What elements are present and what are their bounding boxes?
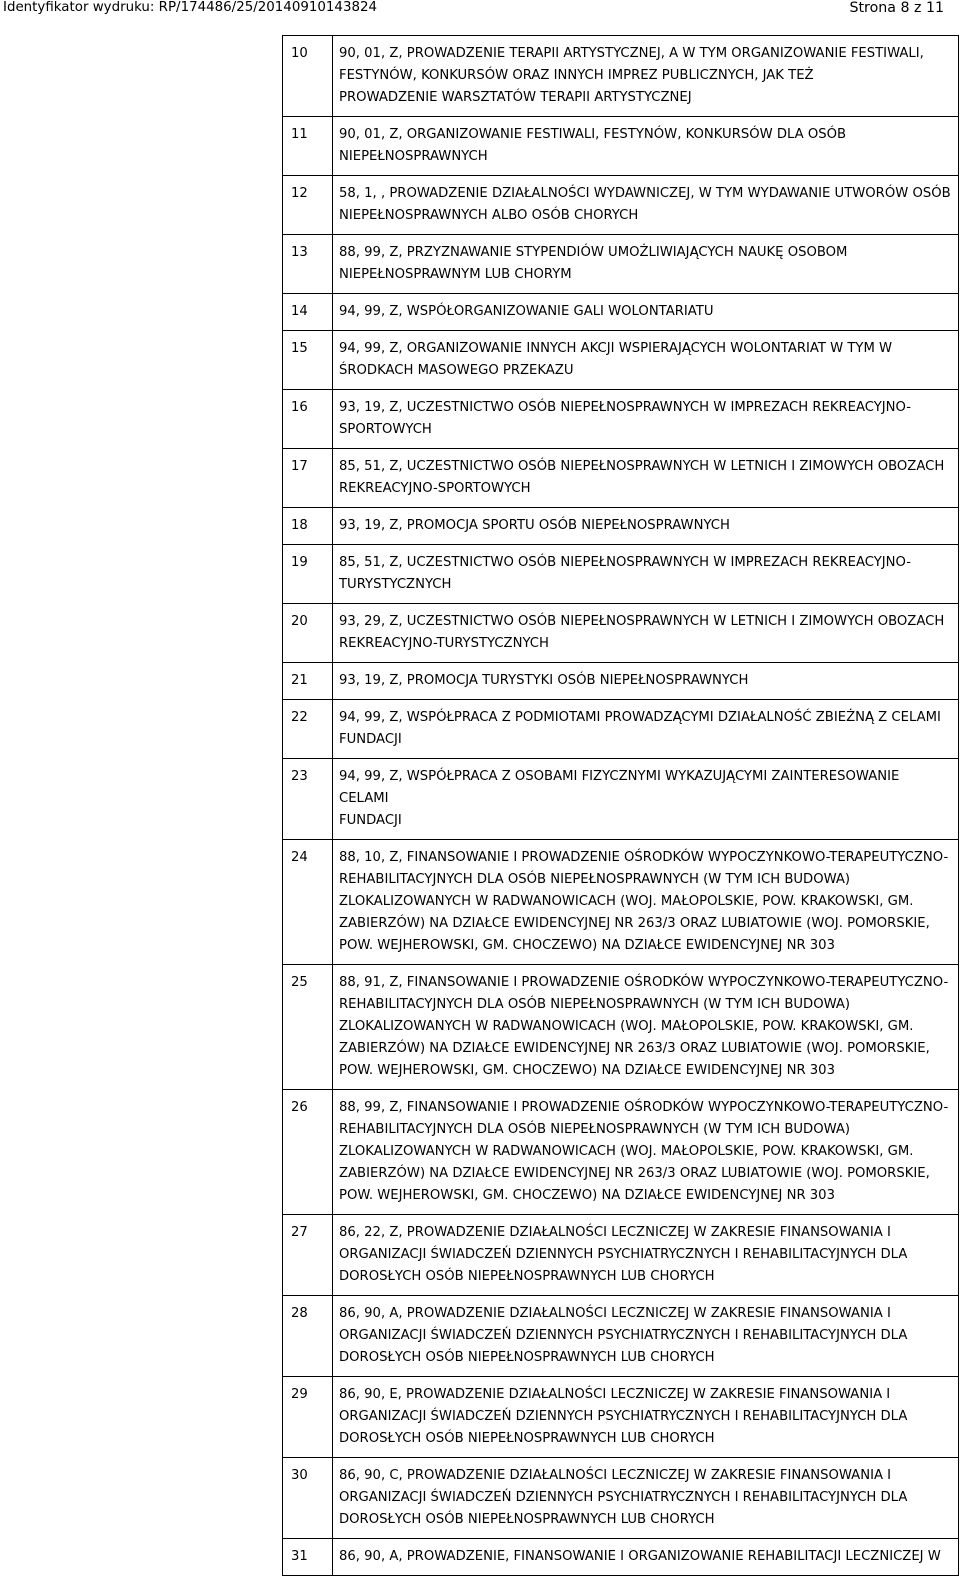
activity-description: 86, 22, Z, PROWADZENIE DZIAŁALNOŚCI LECZNICZEJ W ZAKRESIE FINANSOWANIA I ORGANIZACJI ŚWIADCZEŃ DZIENNYCH PSYCHIATRYCZNYCH I REHABILITACYJNYCH DLA DOROSŁYCH OSÓB NIEPEŁNOSPRAWNYCH LUB CHORYCH: [339, 1225, 908, 1284]
row-cell: [333, 1215, 959, 1296]
row-cell: [333, 36, 959, 117]
activity-description: 86, 90, A, PROWADZENIE, FINANSOWANIE I ORGANIZOWANIE REHABILITACJI LECZNICZEJ W: [339, 1549, 941, 1564]
row-cell: [333, 965, 959, 1090]
activity-description: 94, 99, Z, WSPÓŁORGANIZOWANIE GALI WOLONTARIATU: [339, 304, 714, 319]
row-cell: [333, 449, 959, 508]
row-number: 28: [283, 1296, 333, 1377]
activity-description: 90, 01, Z, ORGANIZOWANIE FESTIWALI, FESTYNÓW, KONKURSÓW DLA OSÓB NIEPEŁNOSPRAWNYCH: [339, 127, 847, 164]
row-number: 12: [283, 176, 333, 235]
row-number: 25: [283, 965, 333, 1090]
row-number: 27: [283, 1215, 333, 1296]
table-row: [283, 449, 959, 508]
row-cell: [333, 700, 959, 759]
row-cell: [333, 1539, 959, 1576]
row-number: 23: [283, 759, 333, 840]
activity-description: 88, 99, Z, PRZYZNAWANIE STYPENDIÓW UMOŻLIWIAJĄCYCH NAUKĘ OSOBOM NIEPEŁNOSPRAWNYM LUB CHORYM: [339, 245, 848, 282]
row-cell: [333, 759, 959, 840]
table-row: [283, 700, 959, 759]
table-row: [283, 117, 959, 176]
row-cell: [333, 117, 959, 176]
activity-table: [282, 35, 959, 1576]
row-number: 10: [283, 36, 333, 117]
print-header: [0, 0, 960, 20]
table-row: [283, 840, 959, 965]
row-number: 18: [283, 508, 333, 545]
row-cell: [333, 331, 959, 390]
activity-description: 93, 19, Z, UCZESTNICTWO OSÓB NIEPEŁNOSPRAWNYCH W IMPREZACH REKREACYJNO- SPORTOWYCH: [339, 400, 912, 437]
activity-description: 88, 91, Z, FINANSOWANIE I PROWADZENIE OŚRODKÓW WYPOCZYNKOWO-TERAPEUTYCZNO- REHABILITACYJNYCH DLA OSÓB NIEPEŁNOSPRAWNYCH (W TYM ICH BUDOWA) ZLOKALIZOWANYCH W RADWANOWICACH (WOJ. MAŁOPOLSKIE, POW. KRAKOWSKI, GM. ZABIERZÓW) NA DZIAŁCE EWIDENCYJNEJ NR 263/3 ORAZ LUBIATOWIE (WOJ. POMORSKIE, POW. WEJHEROWSKI, GM. CHOCZEWO) NA DZIAŁCE EWIDENCYJNEJ NR 303: [339, 975, 949, 1078]
table-row: [283, 294, 959, 331]
table-row: [283, 759, 959, 840]
row-cell: [333, 176, 959, 235]
table-row: [283, 965, 959, 1090]
row-number: 22: [283, 700, 333, 759]
activity-description: 94, 99, Z, WSPÓŁPRACA Z PODMIOTAMI PROWADZĄCYMI DZIAŁALNOŚĆ ZBIEŻNĄ Z CELAMI FUNDACJI: [339, 710, 941, 747]
row-number: 16: [283, 390, 333, 449]
row-number: 14: [283, 294, 333, 331]
row-cell: [333, 1296, 959, 1377]
activity-description: 88, 99, Z, FINANSOWANIE I PROWADZENIE OŚRODKÓW WYPOCZYNKOWO-TERAPEUTYCZNO- REHABILITACYJNYCH DLA OSÓB NIEPEŁNOSPRAWNYCH (W TYM ICH BUDOWA) ZLOKALIZOWANYCH W RADWANOWICACH (WOJ. MAŁOPOLSKIE, POW. KRAKOWSKI, GM. ZABIERZÓW) NA DZIAŁCE EWIDENCYJNEJ NR 263/3 ORAZ LUBIATOWIE (WOJ. POMORSKIE, POW. WEJHEROWSKI, GM. CHOCZEWO) NA DZIAŁCE EWIDENCYJNEJ NR 303: [339, 1100, 949, 1203]
activity-description: 86, 90, E, PROWADZENIE DZIAŁALNOŚCI LECZNICZEJ W ZAKRESIE FINANSOWANIA I ORGANIZACJI ŚWIADCZEŃ DZIENNYCH PSYCHIATRYCZNYCH I REHABILITACYJNYCH DLA DOROSŁYCH OSÓB NIEPEŁNOSPRAWNYCH LUB CHORYCH: [339, 1387, 908, 1446]
table-row: [283, 545, 959, 604]
row-cell: [333, 1377, 959, 1458]
row-number: 15: [283, 331, 333, 390]
activity-description: 85, 51, Z, UCZESTNICTWO OSÓB NIEPEŁNOSPRAWNYCH W IMPREZACH REKREACYJNO- TURYSTYCZNYCH: [339, 555, 912, 592]
row-number: 11: [283, 117, 333, 176]
row-cell: [333, 1090, 959, 1215]
activity-description: 88, 10, Z, FINANSOWANIE I PROWADZENIE OŚRODKÓW WYPOCZYNKOWO-TERAPEUTYCZNO- REHABILITACYJNYCH DLA OSÓB NIEPEŁNOSPRAWNYCH (W TYM ICH BUDOWA) ZLOKALIZOWANYCH W RADWANOWICACH (WOJ. MAŁOPOLSKIE, POW. KRAKOWSKI, GM. ZABIERZÓW) NA DZIAŁCE EWIDENCYJNEJ NR 263/3 ORAZ LUBIATOWIE (WOJ. POMORSKIE, POW. WEJHEROWSKI, GM. CHOCZEWO) NA DZIAŁCE EWIDENCYJNEJ NR 303: [339, 850, 949, 953]
row-number: 29: [283, 1377, 333, 1458]
table-row: [283, 176, 959, 235]
row-cell: [333, 294, 959, 331]
table-row: [283, 390, 959, 449]
row-number: 20: [283, 604, 333, 663]
activity-description: 90, 01, Z, PROWADZENIE TERAPII ARTYSTYCZNEJ, A W TYM ORGANIZOWANIE FESTIWALI, FESTYNÓW, KONKURSÓW ORAZ INNYCH IMPREZ PUBLICZNYCH, JAK TEŻ PROWADZENIE WARSZTATÓW TERAPII ARTYSTYCZNEJ: [339, 46, 924, 105]
print-identifier: Identyfikator wydruku: RP/174486/25/20140910143824: [3, 0, 378, 15]
activity-description: 86, 90, C, PROWADZENIE DZIAŁALNOŚCI LECZNICZEJ W ZAKRESIE FINANSOWANIA I ORGANIZACJI ŚWIADCZEŃ DZIENNYCH PSYCHIATRYCZNYCH I REHABILITACYJNYCH DLA DOROSŁYCH OSÓB NIEPEŁNOSPRAWNYCH LUB CHORYCH: [339, 1468, 908, 1527]
table-row: [283, 331, 959, 390]
table-row: [283, 1090, 959, 1215]
activity-description: 85, 51, Z, UCZESTNICTWO OSÓB NIEPEŁNOSPRAWNYCH W LETNICH I ZIMOWYCH OBOZACH REKREACYJNO-SPORTOWYCH: [339, 459, 945, 496]
activity-description: 93, 29, Z, UCZESTNICTWO OSÓB NIEPEŁNOSPRAWNYCH W LETNICH I ZIMOWYCH OBOZACH REKREACYJNO-TURYSTYCZNYCH: [339, 614, 945, 651]
row-number: 26: [283, 1090, 333, 1215]
table-row: [283, 235, 959, 294]
table-row: [283, 1377, 959, 1458]
row-cell: [333, 508, 959, 545]
table-row: [283, 1458, 959, 1539]
activity-description: 93, 19, Z, PROMOCJA TURYSTYKI OSÓB NIEPEŁNOSPRAWNYCH: [339, 673, 749, 688]
row-number: 31: [283, 1539, 333, 1576]
activity-description: 93, 19, Z, PROMOCJA SPORTU OSÓB NIEPEŁNOSPRAWNYCH: [339, 518, 730, 533]
activity-description: 58, 1, , PROWADZENIE DZIAŁALNOŚCI WYDAWNICZEJ, W TYM WYDAWANIE UTWORÓW OSÓB NIEPEŁNOSPRAWNYCH ALBO OSÓB CHORYCH: [339, 186, 951, 223]
row-cell: [333, 840, 959, 965]
row-number: 19: [283, 545, 333, 604]
row-cell: [333, 235, 959, 294]
table-row: [283, 1215, 959, 1296]
table-row: [283, 1539, 959, 1576]
table-row: [283, 508, 959, 545]
table-row: [283, 36, 959, 117]
activity-description: 94, 99, Z, WSPÓŁPRACA Z OSOBAMI FIZYCZNYMI WYKAZUJĄCYMI ZAINTERESOWANIE CELAMI FUNDACJI: [339, 769, 900, 828]
row-number: 13: [283, 235, 333, 294]
table-row: [283, 1296, 959, 1377]
row-number: 21: [283, 663, 333, 700]
row-cell: [333, 663, 959, 700]
table-row: [283, 663, 959, 700]
activity-description: 86, 90, A, PROWADZENIE DZIAŁALNOŚCI LECZNICZEJ W ZAKRESIE FINANSOWANIA I ORGANIZACJI ŚWIADCZEŃ DZIENNYCH PSYCHIATRYCZNYCH I REHABILITACYJNYCH DLA DOROSŁYCH OSÓB NIEPEŁNOSPRAWNYCH LUB CHORYCH: [339, 1306, 908, 1365]
row-number: 30: [283, 1458, 333, 1539]
row-cell: [333, 1458, 959, 1539]
table-row: [283, 604, 959, 663]
row-cell: [333, 545, 959, 604]
activity-description: 94, 99, Z, ORGANIZOWANIE INNYCH AKCJI WSPIERAJĄCYCH WOLONTARIAT W TYM W ŚRODKACH MASOWEGO PRZEKAZU: [339, 341, 893, 378]
row-number: 17: [283, 449, 333, 508]
row-number: 24: [283, 840, 333, 965]
row-cell: [333, 604, 959, 663]
page-number: Strona 8 z 11: [849, 0, 944, 16]
row-cell: [333, 390, 959, 449]
